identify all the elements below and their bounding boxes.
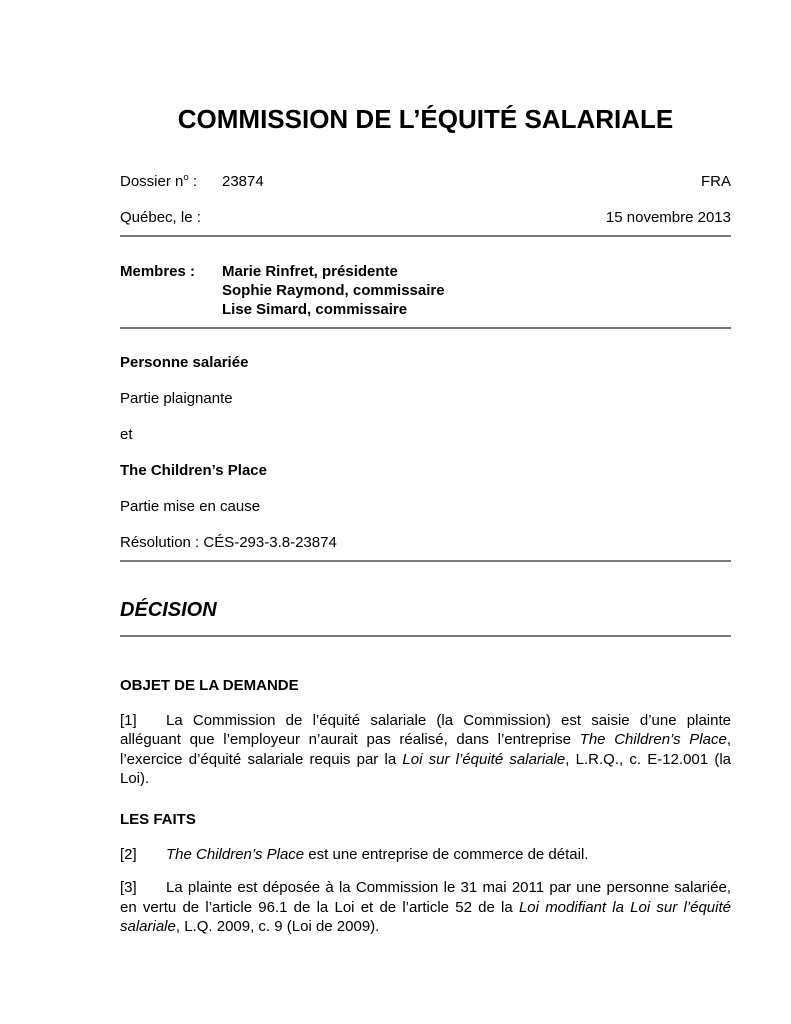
paragraph-text: The Children’s Place est une entreprise de commerce de détail.: [166, 846, 589, 864]
paragraph-1: [120, 711, 731, 788]
language-code: FRA: [701, 173, 731, 190]
paragraph-number: [3]: [120, 879, 137, 897]
dossier-label: [120, 172, 222, 191]
dossier-label-superscript: o: [183, 172, 189, 183]
party-respondent-role: Partie mise en cause: [120, 498, 261, 515]
dossier-label-prefix: Dossier n: [120, 173, 184, 190]
party-complainant-role: Partie plaignante: [120, 390, 233, 407]
decision-heading: DÉCISION: [120, 599, 217, 621]
members-label: Membres :: [120, 263, 196, 280]
parties-block: [120, 353, 731, 552]
party-complainant-name: Personne salariée: [120, 354, 249, 371]
dossier-number: 23874: [222, 173, 264, 190]
horizontal-rule: [120, 327, 731, 329]
paragraph-2: [120, 845, 731, 864]
members-names: [222, 262, 445, 319]
horizontal-rule: [120, 560, 731, 562]
place-label: Québec, le :: [120, 209, 201, 226]
paragraph-number: [2]: [120, 846, 137, 864]
section-heading-objet: OBJET DE LA DEMANDE: [120, 677, 299, 694]
horizontal-rule: [120, 235, 731, 237]
document-title: COMMISSION DE L’ÉQUITÉ SALARIALE: [177, 104, 674, 134]
section-heading-faits: LES FAITS: [120, 811, 196, 829]
dossier-label-suffix: :: [188, 173, 197, 190]
document-content: [120, 104, 731, 936]
paragraph-3: [120, 878, 731, 936]
member-name: Sophie Raymond, commissaire: [222, 282, 445, 299]
member-name: Lise Simard, commissaire: [222, 301, 408, 318]
horizontal-rule: [120, 635, 731, 637]
member-name: Marie Rinfret, présidente: [222, 263, 398, 280]
decision-date: 15 novembre 2013: [605, 209, 731, 226]
paragraph-number: [1]: [120, 712, 137, 729]
members-row: [120, 262, 731, 319]
paragraph-text: La plainte est déposée à la Commission le 31 mai 2011 par une personne salariée, en vertu de l’article 96.1 de la Loi et de l’article 52 de la Loi modifiant la Loi sur l’équité salariale, L.Q. 2009, c. 9 (Loi de 2009).: [120, 879, 731, 936]
paragraph-text: La Commission de l’équité salariale (la Commission) est saisie d’une plainte alléguant que l’employeur n’aurait pas réalisé, dans l’entreprise The Children’s Place, l’exercice d’équité salariale requis par la Loi sur l’équité salariale, L.R.Q., c. E-12.001 (la Loi).: [120, 712, 731, 787]
resolution-number: Résolution : CÉS-293-3.8-23874: [120, 534, 337, 551]
party-respondent-name: The Children’s Place: [120, 462, 267, 479]
parties-conjunction: et: [120, 426, 133, 443]
date-row: [120, 208, 731, 227]
dossier-row: [120, 172, 731, 191]
